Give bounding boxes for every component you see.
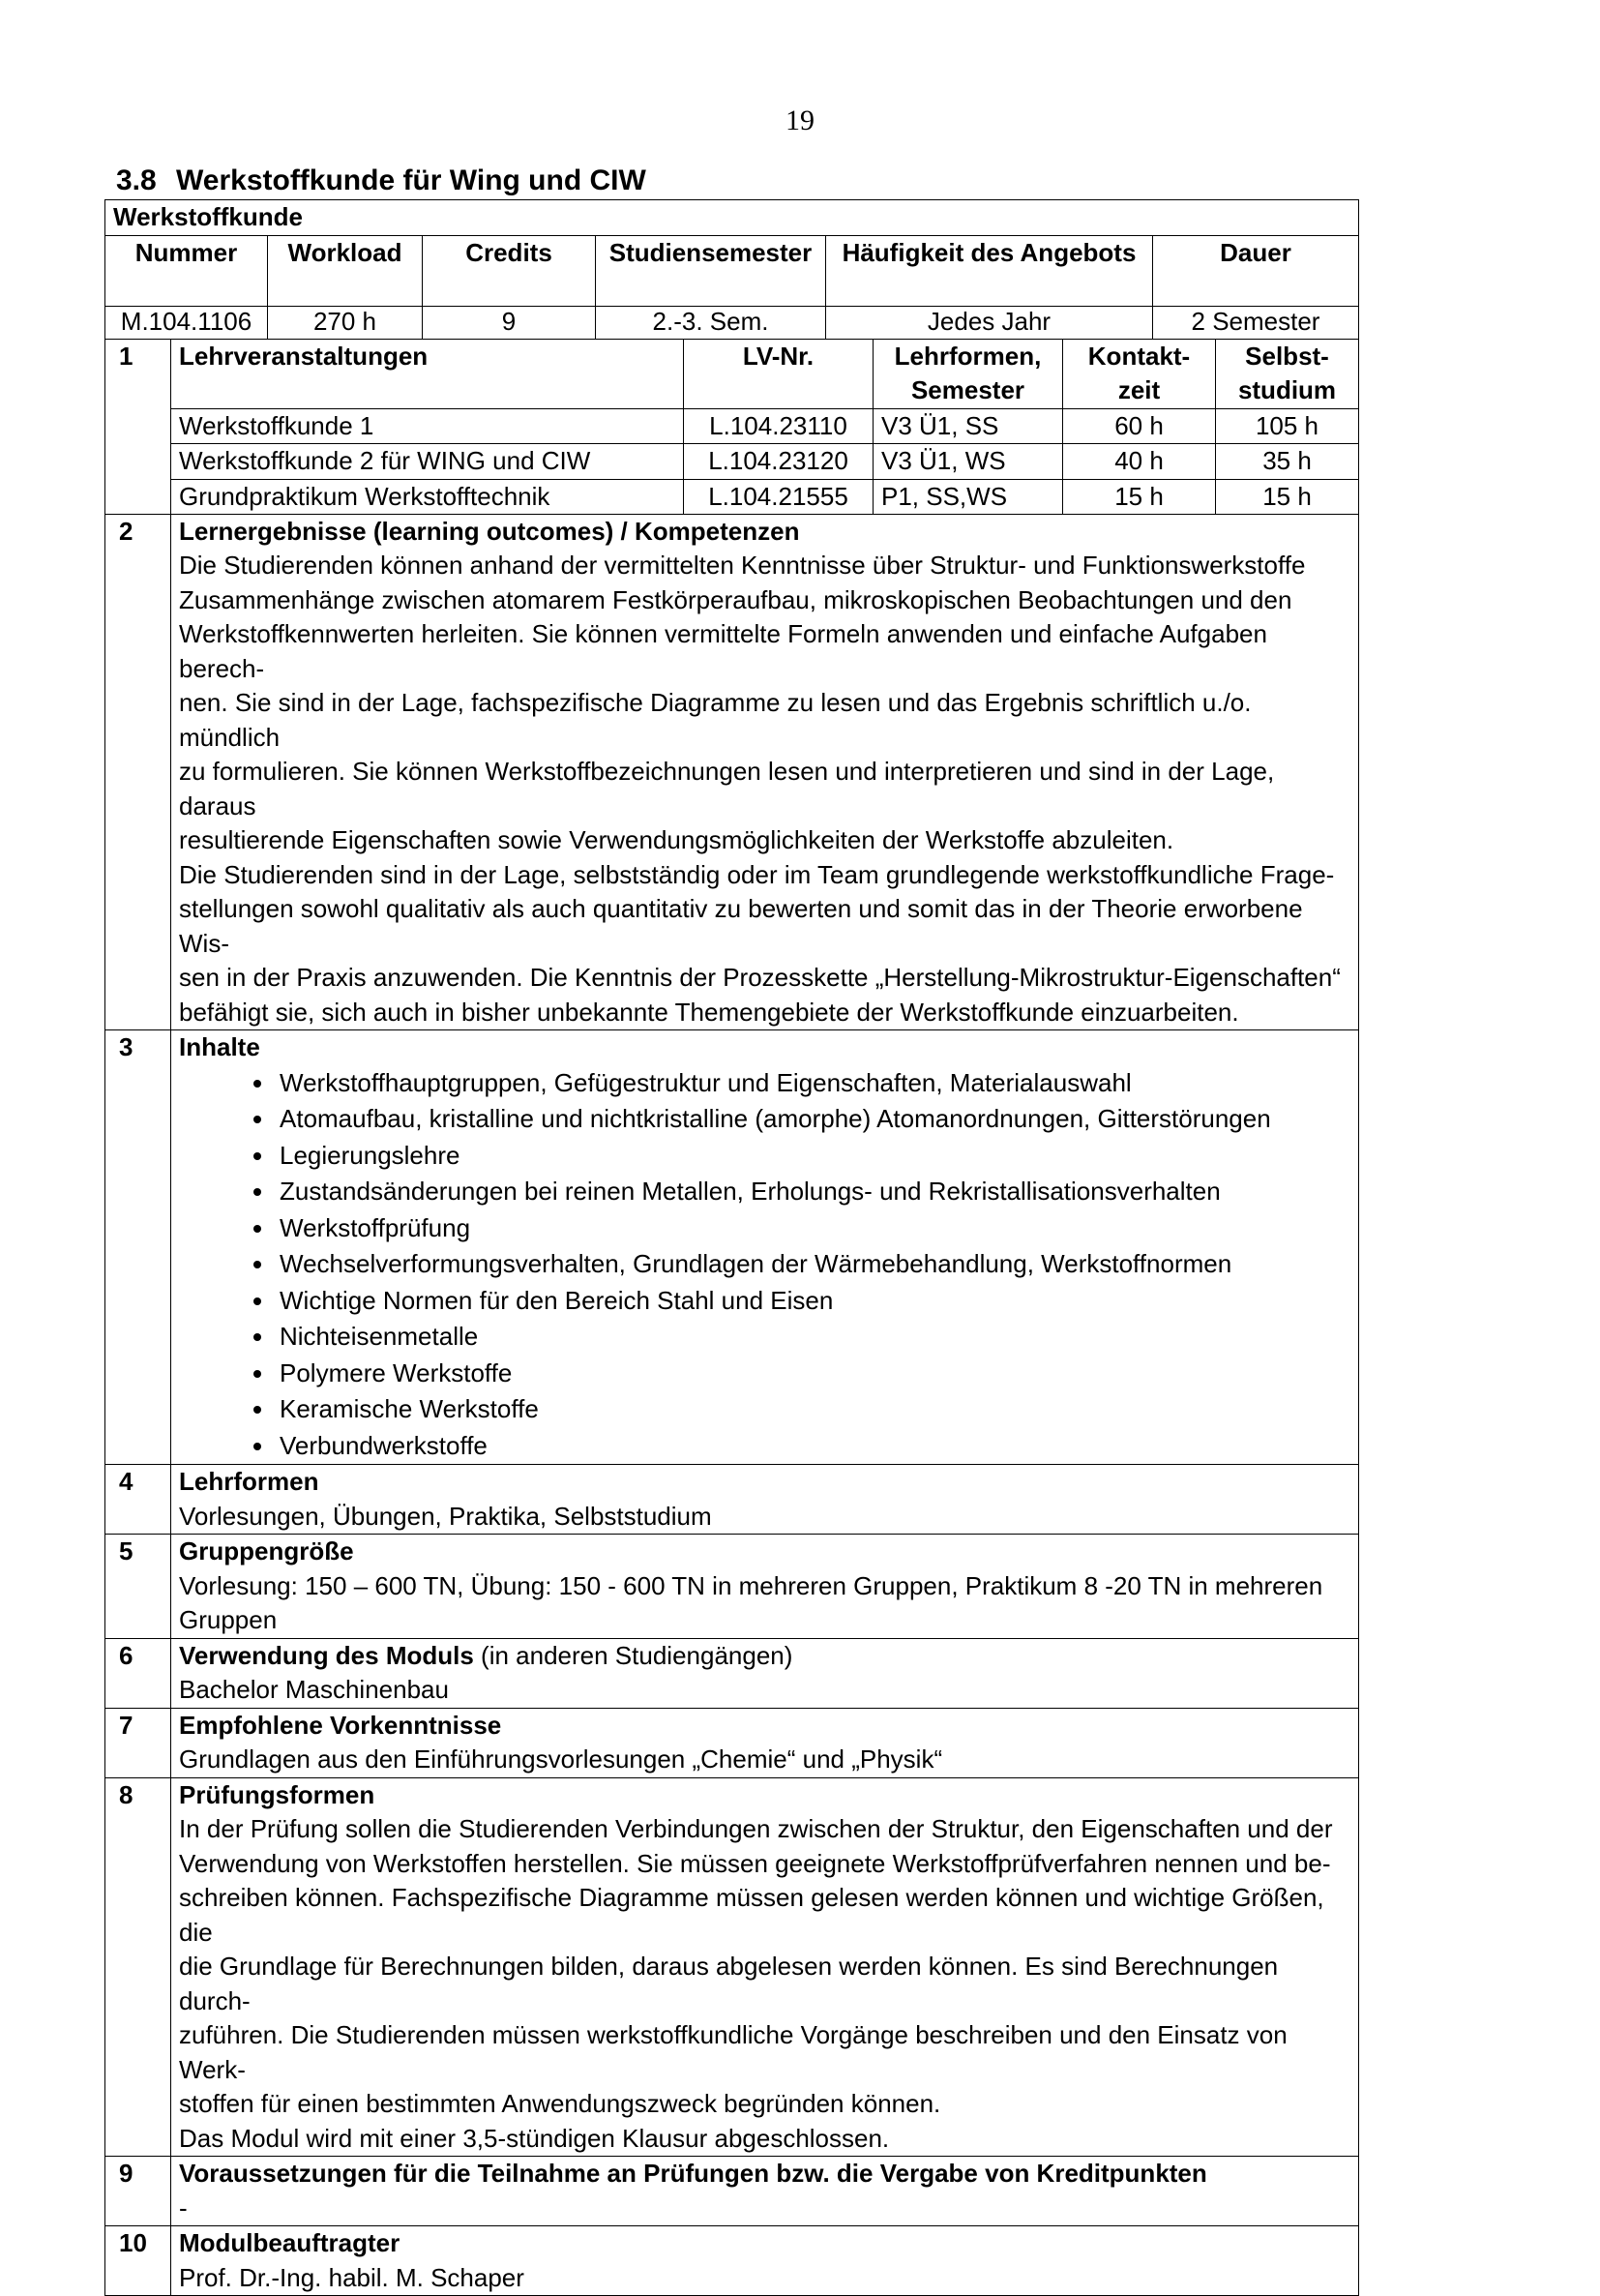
list-item: • Werkstoffhauptgruppen, Gefügestruktur und Eigenschaften, Materialauswahl [276, 1065, 1350, 1102]
course-self: 105 h [1216, 408, 1359, 444]
outcomes-line: Die Studierenden sind in der Lage, selbstständig oder im Team grundlegende werkstoffkundliche Frage- [179, 859, 1335, 889]
usage-title-suffix: (in anderen Studiengängen) [473, 1640, 793, 1670]
outcomes-line: Zusammenhänge zwischen atomarem Festkörperaufbau, mikroskopischen Beobachtungen und den [179, 584, 1292, 614]
section-coordinator [105, 2226, 1359, 2296]
course-contact: 40 h [1063, 444, 1216, 480]
exams-line: die Grundlage für Berechnungen bilden, daraus abgelesen werden können. Es sind Berechnungen durch- [179, 1952, 1279, 2015]
courses-header-contact [1063, 339, 1216, 408]
outcomes-line: stellungen sowohl qualitativ als auch quantitativ zu bewerten und somit das in der Theorie erworbene Wis- [179, 894, 1303, 958]
courses-header-self [1216, 339, 1359, 408]
outcomes-line: befähigt sie, sich auch in bisher unbekannte Themengebiete der Werkstoffkunde einzuarbeiten. [179, 997, 1239, 1027]
list-item: • Wichtige Normen für den Bereich Stahl und Eisen [276, 1283, 1350, 1320]
prerequisites-text: Grundlagen aus den Einführungsvorlesungen „Chemie“ und „Physik“ [179, 1744, 943, 1774]
section-exams [105, 1777, 1359, 2157]
contents-number: 3 [105, 1030, 171, 1465]
module-sections-table [104, 514, 1359, 2296]
group-size-line: Vorlesung: 150 – 600 TN, Übung: 150 - 600 TN in mehreren Gruppen, Praktikum 8 -20 TN in mehreren [179, 1570, 1323, 1600]
conditions-text: - [179, 2192, 188, 2222]
header-haeufigkeit: Häufigkeit des Angebots [826, 235, 1153, 306]
prerequisites-number: 7 [105, 1708, 171, 1777]
course-contact: 60 h [1063, 408, 1216, 444]
exams-line: zuführen. Die Studierenden müssen werkstoffkundliche Vorgänge beschreiben und den Einsatz von Werk- [179, 2020, 1288, 2084]
teaching-text: Vorlesungen, Übungen, Praktika, Selbststudium [179, 1501, 712, 1531]
module-name: Werkstoffkunde [105, 200, 1359, 236]
value-nummer: M.104.1106 [105, 305, 268, 340]
section-conditions [105, 2157, 1359, 2226]
list-item: • Keramische Werkstoffe [276, 1391, 1350, 1428]
outcomes-line: zu formulieren. Sie können Werkstoffbezeichnungen lesen und interpretieren und sind in der Lage, daraus [179, 757, 1275, 820]
courses-header-contact-line1: Kontakt- [1087, 341, 1191, 371]
list-item: • Polymere Werkstoffe [276, 1356, 1350, 1392]
conditions-number: 9 [105, 2157, 171, 2226]
outcomes-line: Die Studierenden können anhand der vermittelten Kenntnisse über Struktur- und Funktionswerkstoffe [179, 551, 1306, 581]
outcomes-line: nen. Sie sind in der Lage, fachspezifische Diagramme zu lesen und das Ergebnis schriftlich u./o. mündlich [179, 688, 1252, 752]
teaching-number: 4 [105, 1465, 171, 1535]
group-size-number: 5 [105, 1535, 171, 1639]
exams-line: Das Modul wird mit einer 3,5-stündigen Klausur abgeschlossen. [179, 2123, 890, 2153]
outcomes-title: Lernergebnisse (learning outcomes) / Kompetenzen [179, 516, 800, 546]
exams-line: In der Prüfung sollen die Studierenden Verbindungen zwischen der Struktur, den Eigenschaften und der [179, 1814, 1333, 1844]
exams-title: Prüfungsformen [179, 1779, 375, 1809]
usage-title: Verwendung des Moduls [179, 1640, 474, 1670]
list-item: • Legierungslehre [276, 1138, 1350, 1175]
courses-table [104, 339, 1359, 516]
exams-line: Verwendung von Werkstoffen herstellen. Sie müssen geeignete Werkstoffprüfverfahren nennen und be- [179, 1848, 1331, 1878]
section-teaching [105, 1465, 1359, 1535]
list-item: • Wechselverformungsverhalten, Grundlagen der Wärmebehandlung, Werkstoffnormen [276, 1246, 1350, 1283]
course-form: P1, SS,WS [874, 479, 1063, 515]
header-dauer: Dauer [1153, 235, 1359, 306]
header-studiensemester: Studiensemester [596, 235, 826, 306]
section-contents [105, 1030, 1359, 1465]
courses-header-form-line2: Semester [910, 375, 1025, 405]
contents-list [179, 1065, 1350, 1465]
table-row [105, 408, 1359, 444]
outcomes-line: resultierende Eigenschaften sowie Verwendungsmöglichkeiten der Werkstoffe abzuleiten. [179, 825, 1174, 855]
table-row [105, 444, 1359, 480]
exams-line: schreiben können. Fachspezifische Diagramme müssen gelesen werden können und wichtige Größen, die [179, 1883, 1324, 1947]
outcomes-number: 2 [105, 514, 171, 1030]
list-item: • Zustandsänderungen bei reinen Metallen, Erholungs- und Rekristallisationsverhalten [276, 1174, 1350, 1210]
courses-header-form-line1: Lehrformen, [894, 341, 1042, 371]
coordinator-number: 10 [105, 2226, 171, 2296]
courses-header-lv: LV-Nr. [684, 339, 874, 408]
course-form: V3 Ü1, WS [874, 444, 1063, 480]
usage-heading [179, 1639, 1350, 1674]
courses-header-self-line1: Selbst- [1245, 341, 1329, 371]
section-number: 3.8 [116, 164, 157, 196]
prerequisites-title: Empfohlene Vorkenntnisse [179, 1710, 502, 1740]
coordinator-title: Modulbeauftragter [179, 2228, 400, 2258]
course-name: Grundpraktikum Werkstofftechnik [171, 479, 684, 515]
courses-header-contact-line2: zeit [1117, 375, 1161, 405]
course-contact: 15 h [1063, 479, 1216, 515]
list-item: • Verbundwerkstoffe [276, 1428, 1350, 1465]
outcomes-line: sen in der Praxis anzuwenden. Die Kenntnis der Prozesskette „Herstellung-Mikrostruktur-Eigenschaften“ [179, 963, 1341, 993]
course-lv: L.104.21555 [684, 479, 874, 515]
exams-line: stoffen für einen bestimmten Anwendungszweck begründen können. [179, 2089, 941, 2119]
course-lv: L.104.23120 [684, 444, 874, 480]
section-usage [105, 1638, 1359, 1708]
header-nummer: Nummer [105, 235, 268, 306]
conditions-title: Voraussetzungen für die Teilnahme an Prüfungen bzw. die Vergabe von Kreditpunkten [179, 2159, 1207, 2189]
usage-number: 6 [105, 1638, 171, 1708]
exams-number: 8 [105, 1777, 171, 2157]
contents-title: Inhalte [179, 1032, 260, 1062]
course-name: Werkstoffkunde 2 für WING und CIW [171, 444, 684, 480]
coordinator-text: Prof. Dr.-Ing. habil. M. Schaper [179, 2262, 524, 2292]
table-row [105, 479, 1359, 515]
value-studiensemester: 2.-3. Sem. [596, 305, 826, 340]
course-self: 35 h [1216, 444, 1359, 480]
value-dauer: 2 Semester [1153, 305, 1359, 340]
courses-number: 1 [105, 339, 171, 515]
module-sheet [104, 199, 1358, 2296]
courses-header-self-line2: studium [1237, 375, 1337, 405]
courses-header-name: Lehrveranstaltungen [171, 339, 684, 408]
courses-header-form [874, 339, 1063, 408]
section-group-size [105, 1535, 1359, 1639]
group-size-title: Gruppengröße [179, 1536, 354, 1566]
outcomes-line: Werkstoffkennwerten herleiten. Sie können vermittelte Formeln anwenden und einfache Aufgaben berech- [179, 619, 1267, 683]
group-size-line: Gruppen [179, 1605, 278, 1635]
course-name: Werkstoffkunde 1 [171, 408, 684, 444]
section-title [116, 164, 646, 197]
course-form: V3 Ü1, SS [874, 408, 1063, 444]
list-item: • Nichteisenmetalle [276, 1319, 1350, 1356]
course-lv: L.104.23110 [684, 408, 874, 444]
module-values-table [104, 305, 1359, 341]
section-outcomes [105, 514, 1359, 1030]
course-self: 15 h [1216, 479, 1359, 515]
section-title-text: Werkstoffkunde für Wing und CIW [176, 164, 646, 196]
value-credits: 9 [423, 305, 596, 340]
page-number: 19 [785, 104, 815, 136]
list-item: • Atomaufbau, kristalline und nichtkristalline (amorphe) Atomanordnungen, Gitterstörungen [276, 1101, 1350, 1138]
header-workload: Workload [268, 235, 423, 306]
teaching-title: Lehrformen [179, 1467, 319, 1497]
list-item: • Werkstoffprüfung [276, 1210, 1350, 1247]
usage-text: Bachelor Maschinenbau [179, 1675, 449, 1705]
module-header-table [104, 199, 1359, 307]
header-credits: Credits [423, 235, 596, 306]
section-prerequisites [105, 1708, 1359, 1777]
value-haeufigkeit: Jedes Jahr [826, 305, 1153, 340]
value-workload: 270 h [268, 305, 423, 340]
